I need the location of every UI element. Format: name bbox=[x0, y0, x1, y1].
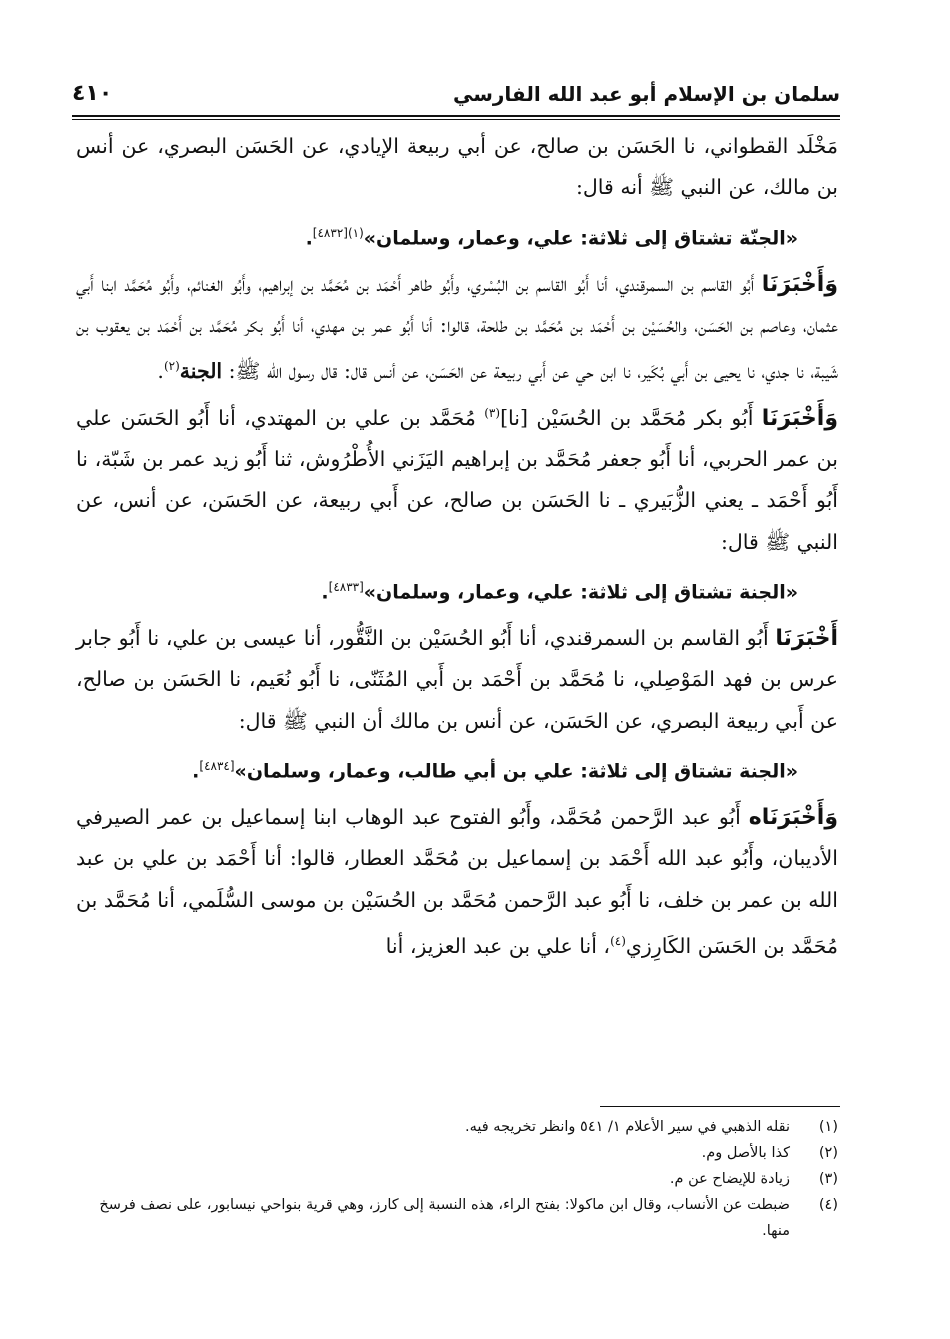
paragraph: مَخْلَد القطواني، نا الحَسَن بن صالح، عن أبي ربيعة الإيادي، عن الحَسَن البصري، عن أنس بن مالك، عن النبي ﷺ أنه قال: bbox=[76, 134, 838, 200]
footnote-ref: (١)[٤٨٣٢] bbox=[312, 225, 364, 240]
footnote-ref: (٣) bbox=[484, 405, 501, 420]
footnote bbox=[76, 1140, 838, 1166]
footnote-ref: (٢) bbox=[163, 359, 180, 374]
isnad-lead: وَأَخْبَرَنَا bbox=[761, 271, 838, 297]
header-rule bbox=[72, 115, 840, 120]
paragraph: أَخْبَرَنَا أَبُو القاسم بن السمرقندي، أنا أَبُو الحُسَيْن بن النَّقُّور، أنا عيسى بن علي، نا أَبُو جابر عرس بن فهد المَوْصِلي، نا مُحَمَّد بن أَحْمَد بن أَبي المُثَنّى، نا أَبُو نُعَيم، نا الحَسَن بن صالح، عن أَبي ربيعة البصري، عن الحَسَن، عن أنس بن مالك أن النبي ﷺ قال: bbox=[76, 625, 838, 733]
main-text bbox=[76, 126, 838, 967]
paragraph: وَأَخْبَرَنَا أَبُو بكر مُحَمَّد بن الحُسَيْن [نا]$^{(٣)}$ مُحَمَّد بن علي بن المهتدي، أنا أَبُو الحَسَن علي بن عمر الحربي، أنا أَبُو جعفر مُحَمَّد بن إبراهيم اليَزَني الأُطْرُوش، ثنا أَبُو زيد عمر بن شَبّة، نا أَبُو أَحْمَد ـ يعني الزُّبَيري ـ نا الحَسَن بن صالح، عن أَبي ربيعة، عن الحَسَن، عن أنس، عن النبي ﷺ قال: bbox=[76, 405, 838, 554]
running-title: سلمان بن الإسلام أبو عبد الله الفارسي bbox=[453, 82, 840, 106]
page-number: ٤١٠ bbox=[72, 81, 113, 106]
hadith-quote: «الجنة تشتاق إلى ثلاثة: علي بن أبي طالب، وعمار، وسلمان»[٤٨٣٤]. bbox=[192, 759, 798, 783]
footnote-number: (١) bbox=[818, 1119, 838, 1135]
footnote-number: (٢) bbox=[818, 1145, 838, 1161]
footnote-text: كذا بالأصل وم. bbox=[701, 1145, 790, 1161]
isnad-lead: وَأَخْبَرَنَا bbox=[761, 405, 838, 431]
footnote-rule bbox=[600, 1106, 840, 1107]
footnote bbox=[76, 1166, 838, 1192]
footnote-ref: [٤٨٣٣] bbox=[328, 580, 364, 595]
paragraph: وَأَخْبَرَنَا أَبُو القاسم بن السمرقندي، أنا أَبُو القاسم بن البُسْري، وأَبُو طاهر أَحْمَد بن مُحَمَّد بن إبراهيم، وأَبُو الغنائم، وأَبُو مُحَمَّد ابنا أَبي عثمان، وعاصم بن الحَسَن، والحُسَيْن بن أَحْمَد بن مُحَمَّد بن طلحة، قالوا: أنا أَبُو عمر بن مهدي، أنا أَبُو بكر مُحَمَّد بن أَحْمَد بن يعقوب بن شَيبة، نا جدي، نا يحيى بن أَبي بُكَير، نا ابن حي عن أَبي ربيعة عن الحَسَن، عن أنس قال: قال رسول الله ﷺ: الجنة$^{(٢)}$. bbox=[76, 271, 838, 384]
hadith-quote: «الجنّة تشتاق إلى ثلاثة: علي، وعمار، وسلمان»$^{(١)[٤٨٣٢]}$. bbox=[305, 225, 798, 250]
footnote-text: زيادة للإيضاح عن م. bbox=[669, 1171, 790, 1187]
footnote bbox=[76, 1114, 838, 1140]
footnote-number: (٤) bbox=[818, 1197, 838, 1213]
footnote-text: ضبطت عن الأنساب، وقال ابن ماكولا: بفتح الراء، هذه النسبة إلى كارز، وهي قرية بنواحي نيسابور، على نصف فرسخ منها. bbox=[99, 1197, 790, 1239]
page-header bbox=[72, 68, 840, 112]
paragraph: وَأَخْبَرَنَاه أَبُو عبد الرَّحمن مُحَمَّد، وأَبُو الفتوح عبد الوهاب ابنا إسماعيل بن عمر الصيرفي الأديبان، وأَبُو عبد الله أَحْمَد بن إسماعيل بن مُحَمَّد العطار، قالوا: أنا أَحْمَد بن علي بن عبد الله بن عمر بن خلف، نا أَبُو عبد الرَّحمن مُحَمَّد بن الحُسَيْن بن موسى السُّلَمي، أنا مُحَمَّد بن مُحَمَّد بن الحَسَن الكَارِزي$^{(٤)}$، أنا علي بن عبد العزيز، أنا bbox=[76, 804, 838, 958]
footnote bbox=[76, 1192, 838, 1244]
isnad-lead: أَخْبَرَنَا bbox=[775, 625, 838, 651]
hadith-quote: «الجنة تشتاق إلى ثلاثة: علي، وعمار، وسلمان»[٤٨٣٣]. bbox=[321, 580, 798, 604]
footnote-number: (٣) bbox=[818, 1171, 838, 1187]
footnotes bbox=[76, 1114, 838, 1244]
footnote-ref: [٤٨٣٤] bbox=[199, 759, 235, 773]
footnote-ref: (٤) bbox=[610, 933, 626, 948]
footnote-text: نقله الذهبي في سير الأعلام ١/ ٥٤١ وانظر تخريجه فيه. bbox=[465, 1119, 790, 1135]
isnad-lead: وَأَخْبَرَنَاه bbox=[748, 804, 838, 830]
